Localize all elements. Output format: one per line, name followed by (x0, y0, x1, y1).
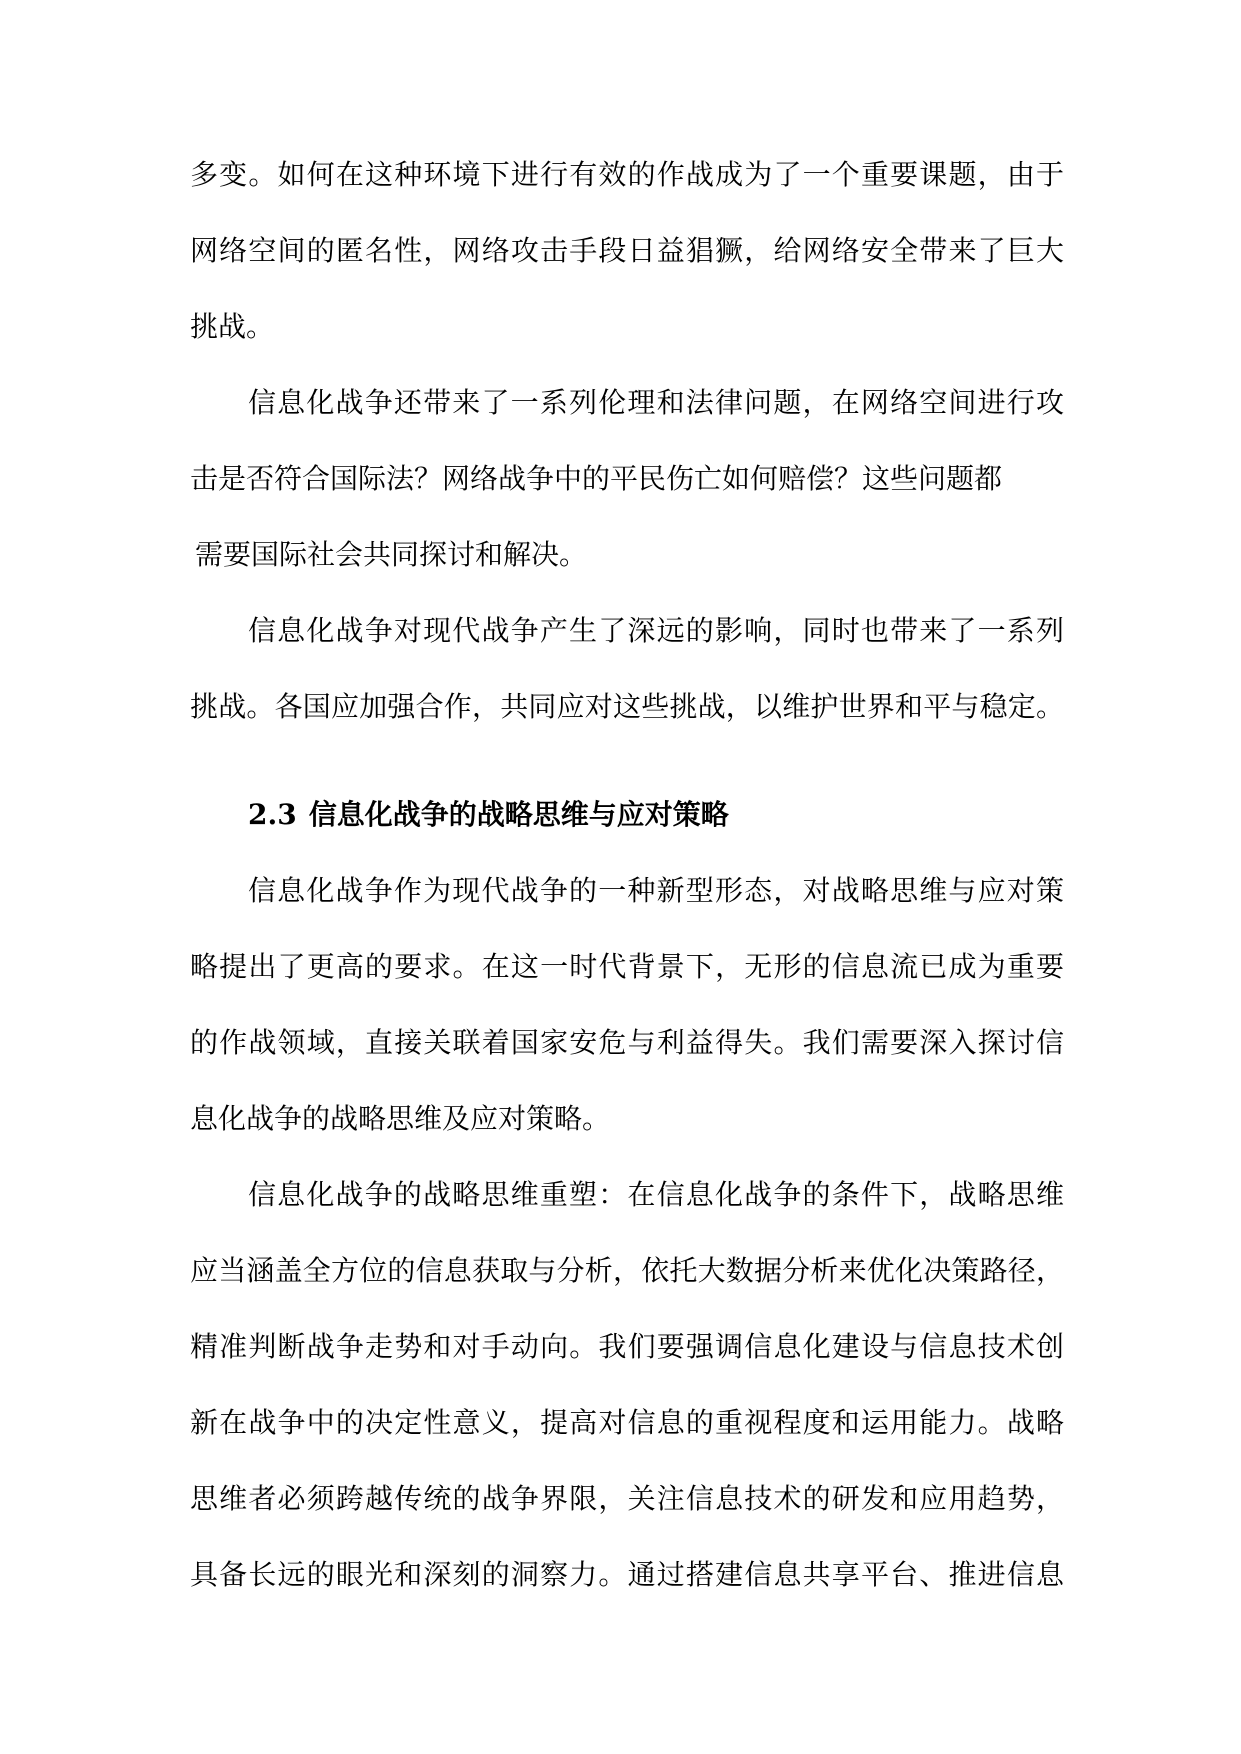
paragraph-line: 略提出了更高的要求。在这一时代背景下，无形的信息流已成为重要 (190, 950, 1064, 983)
paragraph-line: 信息化战争作为现代战争的一种新型形态，对战略思维与应对策 (248, 874, 1064, 907)
paragraph-line: 的作战领域，直接关联着国家安危与利益得失。我们需要深入探讨信 (190, 1026, 1064, 1059)
paragraph-line: 多变。如何在这种环境下进行有效的作战成为了一个重要课题，由于 (190, 158, 1064, 191)
body-paragraph (190, 593, 1064, 745)
paragraph-line: 信息化战争还带来了一系列伦理和法律问题，在网络空间进行攻 (248, 386, 1064, 419)
paragraph-line: 息化战争的战略思维及应对策略。 (190, 1102, 611, 1135)
paragraph-line: 应当涵盖全方位的信息获取与分析，依托大数据分析来优化决策路径， (190, 1254, 1064, 1287)
section-number: 2.3 (248, 798, 297, 831)
paragraph-line: 具备长远的眼光和深刻的洞察力。通过搭建信息共享平台、推进信息 (190, 1558, 1064, 1591)
document-body (190, 137, 1064, 1613)
paragraph-line: 击是否符合国际法？网络战争中的平民伤亡如何赔偿？这些问题都 (190, 462, 1003, 495)
body-paragraph (190, 853, 1064, 1157)
paragraph-line: 思维者必须跨越传统的战争界限，关注信息技术的研发和应用趋势， (190, 1482, 1064, 1515)
paragraph-line: 精准判断战争走势和对手动向。我们要强调信息化建设与信息技术创 (190, 1330, 1064, 1363)
paragraph-line: 信息化战争的战略思维重塑：在信息化战争的条件下，战略思维 (248, 1178, 1064, 1211)
body-paragraph (190, 137, 1064, 365)
section-heading (190, 777, 1064, 853)
body-paragraph (190, 1157, 1064, 1613)
paragraph-line: 挑战。各国应加强合作，共同应对这些挑战，以维护世界和平与稳定。 (190, 690, 1064, 723)
paragraph-line: 挑战。 (190, 310, 275, 343)
section-title: 信息化战争的战略思维与应对策略 (308, 798, 729, 831)
paragraph-line: 信息化战争对现代战争产生了深远的影响，同时也带来了一系列 (248, 614, 1064, 647)
body-paragraph (190, 365, 1064, 593)
paragraph-line: 新在战争中的决定性意义，提高对信息的重视程度和运用能力。战略 (190, 1406, 1064, 1439)
paragraph-line: 网络空间的匿名性，网络攻击手段日益猖獗，给网络安全带来了巨大 (190, 234, 1064, 267)
paragraph-line: 需要国际社会共同探讨和解决。 (195, 538, 588, 571)
